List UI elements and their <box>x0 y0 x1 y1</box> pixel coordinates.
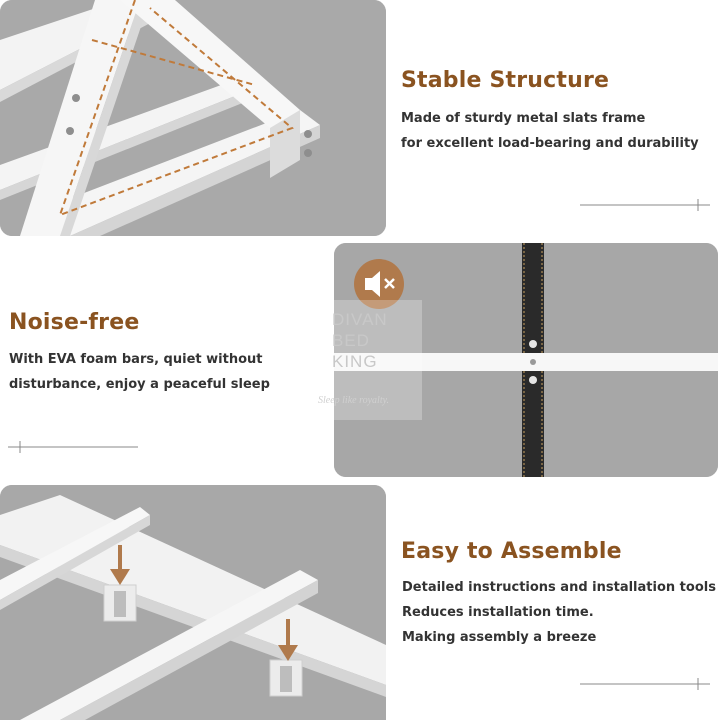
decorative-line <box>580 678 710 690</box>
section-description-noise-free <box>9 347 270 397</box>
section-description-stable-structure <box>401 106 699 156</box>
decorative-line <box>580 199 710 211</box>
description-line: Detailed instructions and installation tools <box>402 580 716 595</box>
assembly-image <box>0 485 386 720</box>
brand-watermark: BED <box>332 331 370 350</box>
description-line: Made of sturdy metal slats frame <box>401 111 646 126</box>
brand-watermark: KING <box>332 352 378 371</box>
description-line: Making assembly a breeze <box>402 630 597 645</box>
section-title-noise-free: Noise-free <box>9 310 140 335</box>
brand-tagline: Sleep like royalty. <box>318 395 389 406</box>
description-line: Reduces installation time. <box>402 605 594 620</box>
section-description-easy-to-assemble <box>402 575 716 650</box>
section-title-stable-structure: Stable Structure <box>401 68 610 93</box>
brand-watermark: DIVAN <box>332 310 388 329</box>
description-line: for excellent load-bearing and durability <box>401 136 699 151</box>
decorative-line <box>8 441 138 453</box>
description-line: disturbance, enjoy a peaceful sleep <box>9 377 270 392</box>
frame-structure-image <box>0 0 386 236</box>
section-title-easy-to-assemble: Easy to Assemble <box>401 539 622 564</box>
description-line: With EVA foam bars, quiet without <box>9 352 263 367</box>
